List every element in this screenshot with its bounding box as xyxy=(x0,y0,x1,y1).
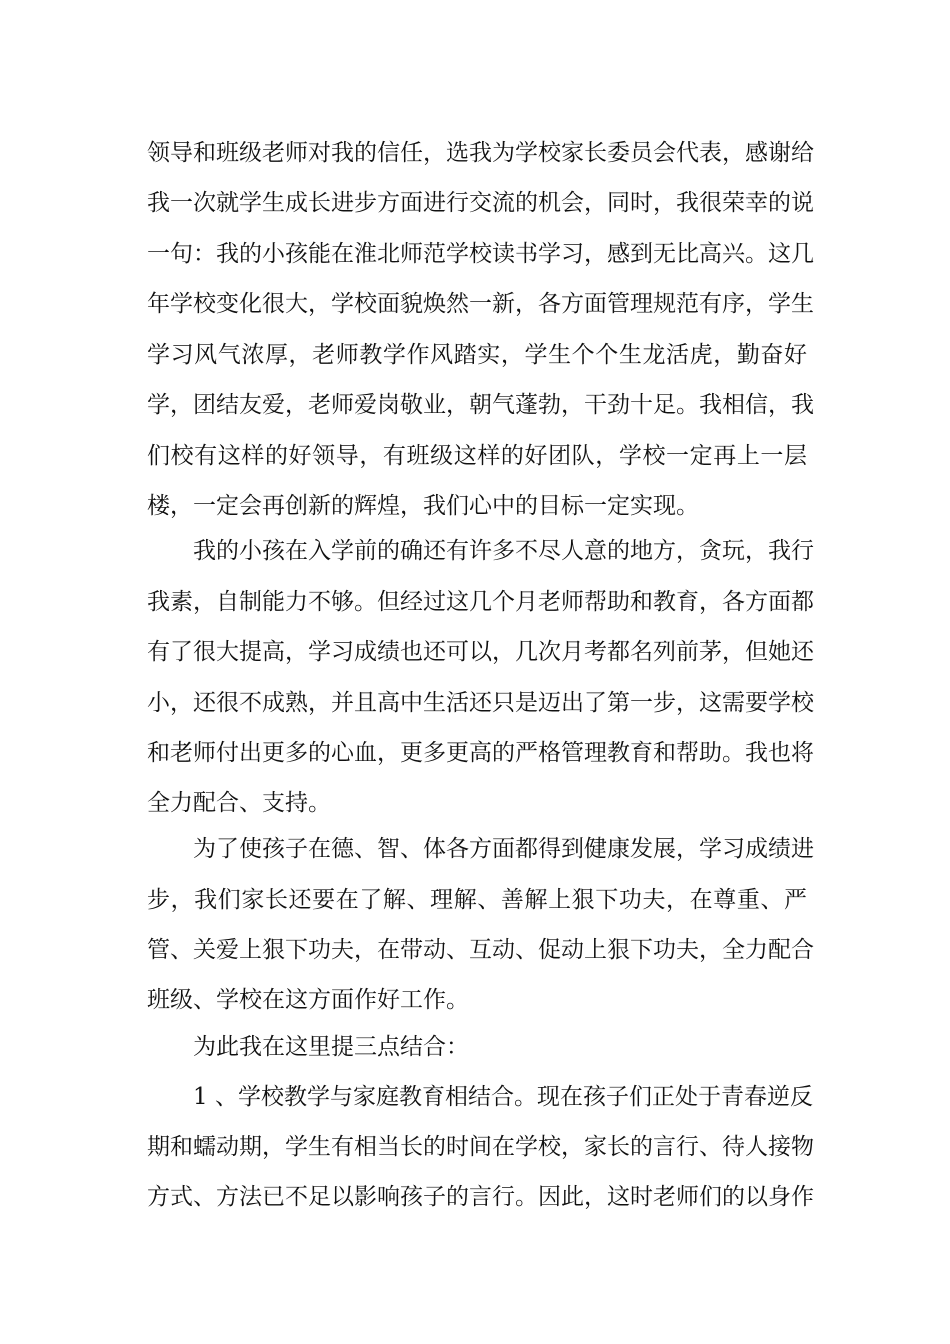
text-line: 方式、方法已不足以影响孩子的言行。因此，这时老师们的以身作 xyxy=(147,1184,814,1210)
text-line: 年学校变化很大，学校面貌焕然一新，各方面管理规范有序，学生 xyxy=(147,291,814,317)
text-line: 楼，一定会再创新的辉煌，我们心中的目标一定实现。 xyxy=(147,493,699,519)
text-line: 我素，自制能力不够。但经过这几个月老师帮助和教育，各方面都 xyxy=(147,589,814,615)
text-line: 有了很大提高，学习成绩也还可以，几次月考都名列前茅，但她还 xyxy=(147,639,814,665)
text-line: 学，团结友爱，老师爱岗敬业，朝气蓬勃，干劲十足。我相信，我 xyxy=(147,392,814,418)
paragraph-first-line: 1 、学校教学与家庭教育相结合。现在孩子们正处于青春逆反 xyxy=(193,1084,813,1110)
paragraph-first-line: 为此我在这里提三点结合： xyxy=(193,1034,469,1060)
paragraph-first-line: 我的小孩在入学前的确还有许多不尽人意的地方，贪玩，我行 xyxy=(193,538,814,564)
text-line: 和老师付出更多的心血，更多更高的严格管理教育和帮助。我也将 xyxy=(147,740,814,766)
text-line: 领导和班级老师对我的信任，选我为学校家长委员会代表，感谢给 xyxy=(147,140,814,166)
text-line: 全力配合、支持。 xyxy=(147,790,331,816)
text-line: 期和蠕动期，学生有相当长的时间在学校，家长的言行、待人接物 xyxy=(147,1134,814,1160)
text-line: 小，还很不成熟，并且高中生活还只是迈出了第一步，这需要学校 xyxy=(147,690,814,716)
text-line: 学习风气浓厚，老师教学作风踏实，学生个个生龙活虎，勤奋好 xyxy=(147,342,807,368)
paragraph-first-line: 为了使孩子在德、智、体各方面都得到健康发展，学习成绩进 xyxy=(193,836,814,862)
text-line: 一句：我的小孩能在淮北师范学校读书学习，感到无比高兴。这几 xyxy=(147,241,814,267)
text-line: 们校有这样的好领导，有班级这样的好团队，学校一定再上一层 xyxy=(147,443,807,469)
text-line: 管、关爱上狠下功夫，在带动、互动、促动上狠下功夫，全力配合 xyxy=(147,937,814,963)
text-line: 我一次就学生成长进步方面进行交流的机会，同时，我很荣幸的说 xyxy=(147,190,814,216)
text-line: 班级、学校在这方面作好工作。 xyxy=(147,987,469,1013)
text-line: 步，我们家长还要在了解、理解、善解上狠下功夫，在尊重、严 xyxy=(147,887,807,913)
